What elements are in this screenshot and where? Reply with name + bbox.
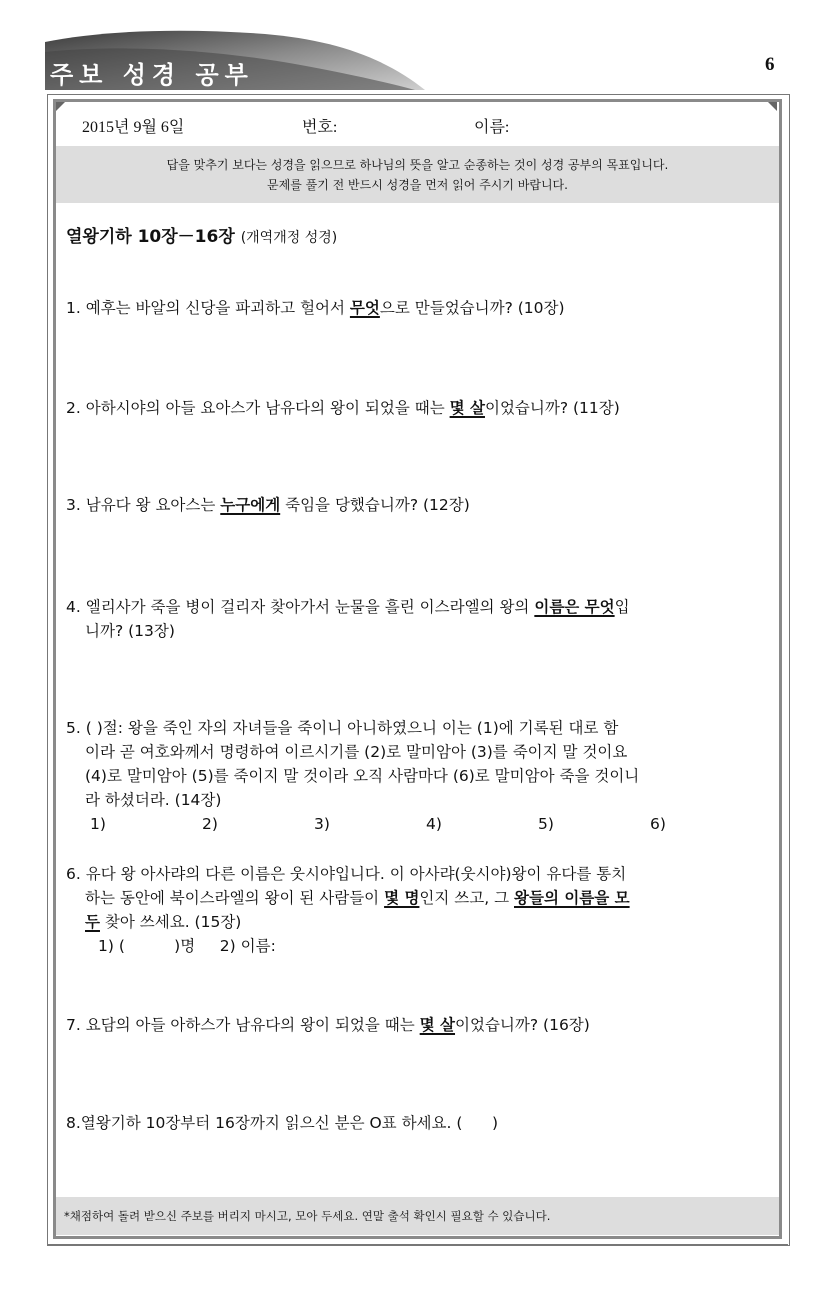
question-text: 4. 엘리사가 죽을 병이 걸리자 찾아가서 눈물을 흘린 이스라엘의 왕의	[66, 598, 535, 616]
question-text: 라 하셨더라. (14장)	[85, 791, 222, 809]
study-title-main: 열왕기하 10장－16장	[66, 227, 235, 247]
question-text: 으로 만들었습니까? (10장)	[379, 299, 565, 317]
notice-line: 답을 맞추기 보다는 성경을 읽으므로 하나님의 뜻을 알고 순종하는 것이 성경 공부의 목표입니다.	[166, 158, 669, 172]
question-5	[66, 716, 766, 836]
question-6	[66, 862, 766, 958]
bottom-rule	[47, 1244, 788, 1245]
answer-slot[interactable]: 4)	[426, 815, 442, 833]
question-8[interactable]: 8.열왕기하 10장부터 16장까지 읽으신 분은 O표 하세요. ( )	[66, 1114, 498, 1132]
question-text: (4)로 말미암아 (5)를 죽이지 말 것이라 오직 사람마다 (6)로 말미암아 죽을 것이니	[85, 767, 640, 785]
question-emphasis: 두	[85, 913, 100, 931]
question-1	[66, 296, 766, 320]
question-emphasis: 무엇	[349, 299, 380, 317]
question-text: 3. 남유다 왕 요아스는	[66, 496, 221, 514]
question-text: 죽임을 당했습니까? (12장)	[280, 496, 470, 514]
footer-note: *채점하여 돌려 받으신 주보를 버리지 마시고, 모아 두세요. 연말 출석 확인시 필요할 수 있습니다.	[56, 1197, 779, 1235]
date-field: 2015년 9월 6일	[82, 119, 185, 136]
question-emphasis: 몇 살	[449, 399, 485, 417]
notice-box	[56, 146, 779, 203]
page-number: 6	[765, 54, 775, 75]
question-text: 5. ( )절: 왕을 죽인 자의 자녀들을 죽이니 아니하였으니 이는 (1)에 기록된 대로 함	[66, 719, 619, 737]
number-label: 번호:	[302, 119, 338, 136]
question-3	[66, 493, 766, 517]
question-text: 찾아 쓰세요. (15장)	[99, 913, 242, 931]
question-emphasis: 몇 살	[419, 1016, 456, 1034]
question-2	[66, 396, 766, 420]
answer-slot[interactable]: 1)	[90, 815, 106, 833]
study-title-sub: (개역개정 성경)	[240, 230, 338, 246]
corner-ornament	[768, 102, 777, 111]
question-emphasis: 몇 명	[384, 889, 420, 907]
answer-row	[66, 812, 766, 836]
question-7	[66, 1013, 766, 1037]
question-text: 이었습니까? (16장)	[455, 1016, 590, 1034]
question-text: 니까? (13장)	[85, 622, 175, 640]
question-text: 이라 곧 여호와께서 명령하여 이르시기를 (2)로 말미암아 (3)를 죽이지 말 것이요	[85, 743, 628, 761]
question-text: 입	[614, 598, 630, 616]
page-frame-inner	[53, 99, 782, 1239]
question-text: 인지 쓰고, 그	[419, 889, 514, 907]
question-text: 6. 유다 왕 아사랴의 다른 이름은 웃시야입니다. 이 아사랴(웃시야)왕이 유다를 통치	[66, 865, 627, 883]
name-label: 이름:	[474, 119, 510, 136]
question-text: 1. 예후는 바알의 신당을 파괴하고 헐어서	[66, 299, 350, 317]
notice-line: 문제를 풀기 전 반드시 성경을 먼저 읽어 주시기 바랍니다.	[267, 178, 568, 192]
answer-slot[interactable]: 3)	[314, 815, 330, 833]
corner-ornament	[56, 102, 65, 111]
question-emphasis: 이름은 무엇	[534, 598, 615, 616]
question-text: 7. 요담의 아들 아하스가 남유다의 왕이 되었을 때는	[66, 1016, 420, 1034]
study-title	[66, 222, 337, 247]
answer-slot[interactable]: 1) ( )명 2) 이름:	[98, 937, 276, 955]
question-text: 이었습니까? (11장)	[484, 399, 620, 417]
answer-slot[interactable]: 2)	[202, 815, 218, 833]
answer-slot[interactable]: 5)	[538, 815, 554, 833]
question-emphasis: 누구에게	[220, 496, 281, 514]
question-text: 2. 아하시야의 아들 요아스가 남유다의 왕이 되었을 때는	[66, 399, 450, 417]
question-text: 하는 동안에 북이스라엘의 왕이 된 사람들이	[85, 889, 385, 907]
banner-title: 주보 성경 공부	[50, 61, 254, 89]
question-emphasis: 왕들의 이름을 모	[514, 889, 630, 907]
question-4	[66, 595, 766, 643]
answer-slot[interactable]: 6)	[650, 815, 666, 833]
